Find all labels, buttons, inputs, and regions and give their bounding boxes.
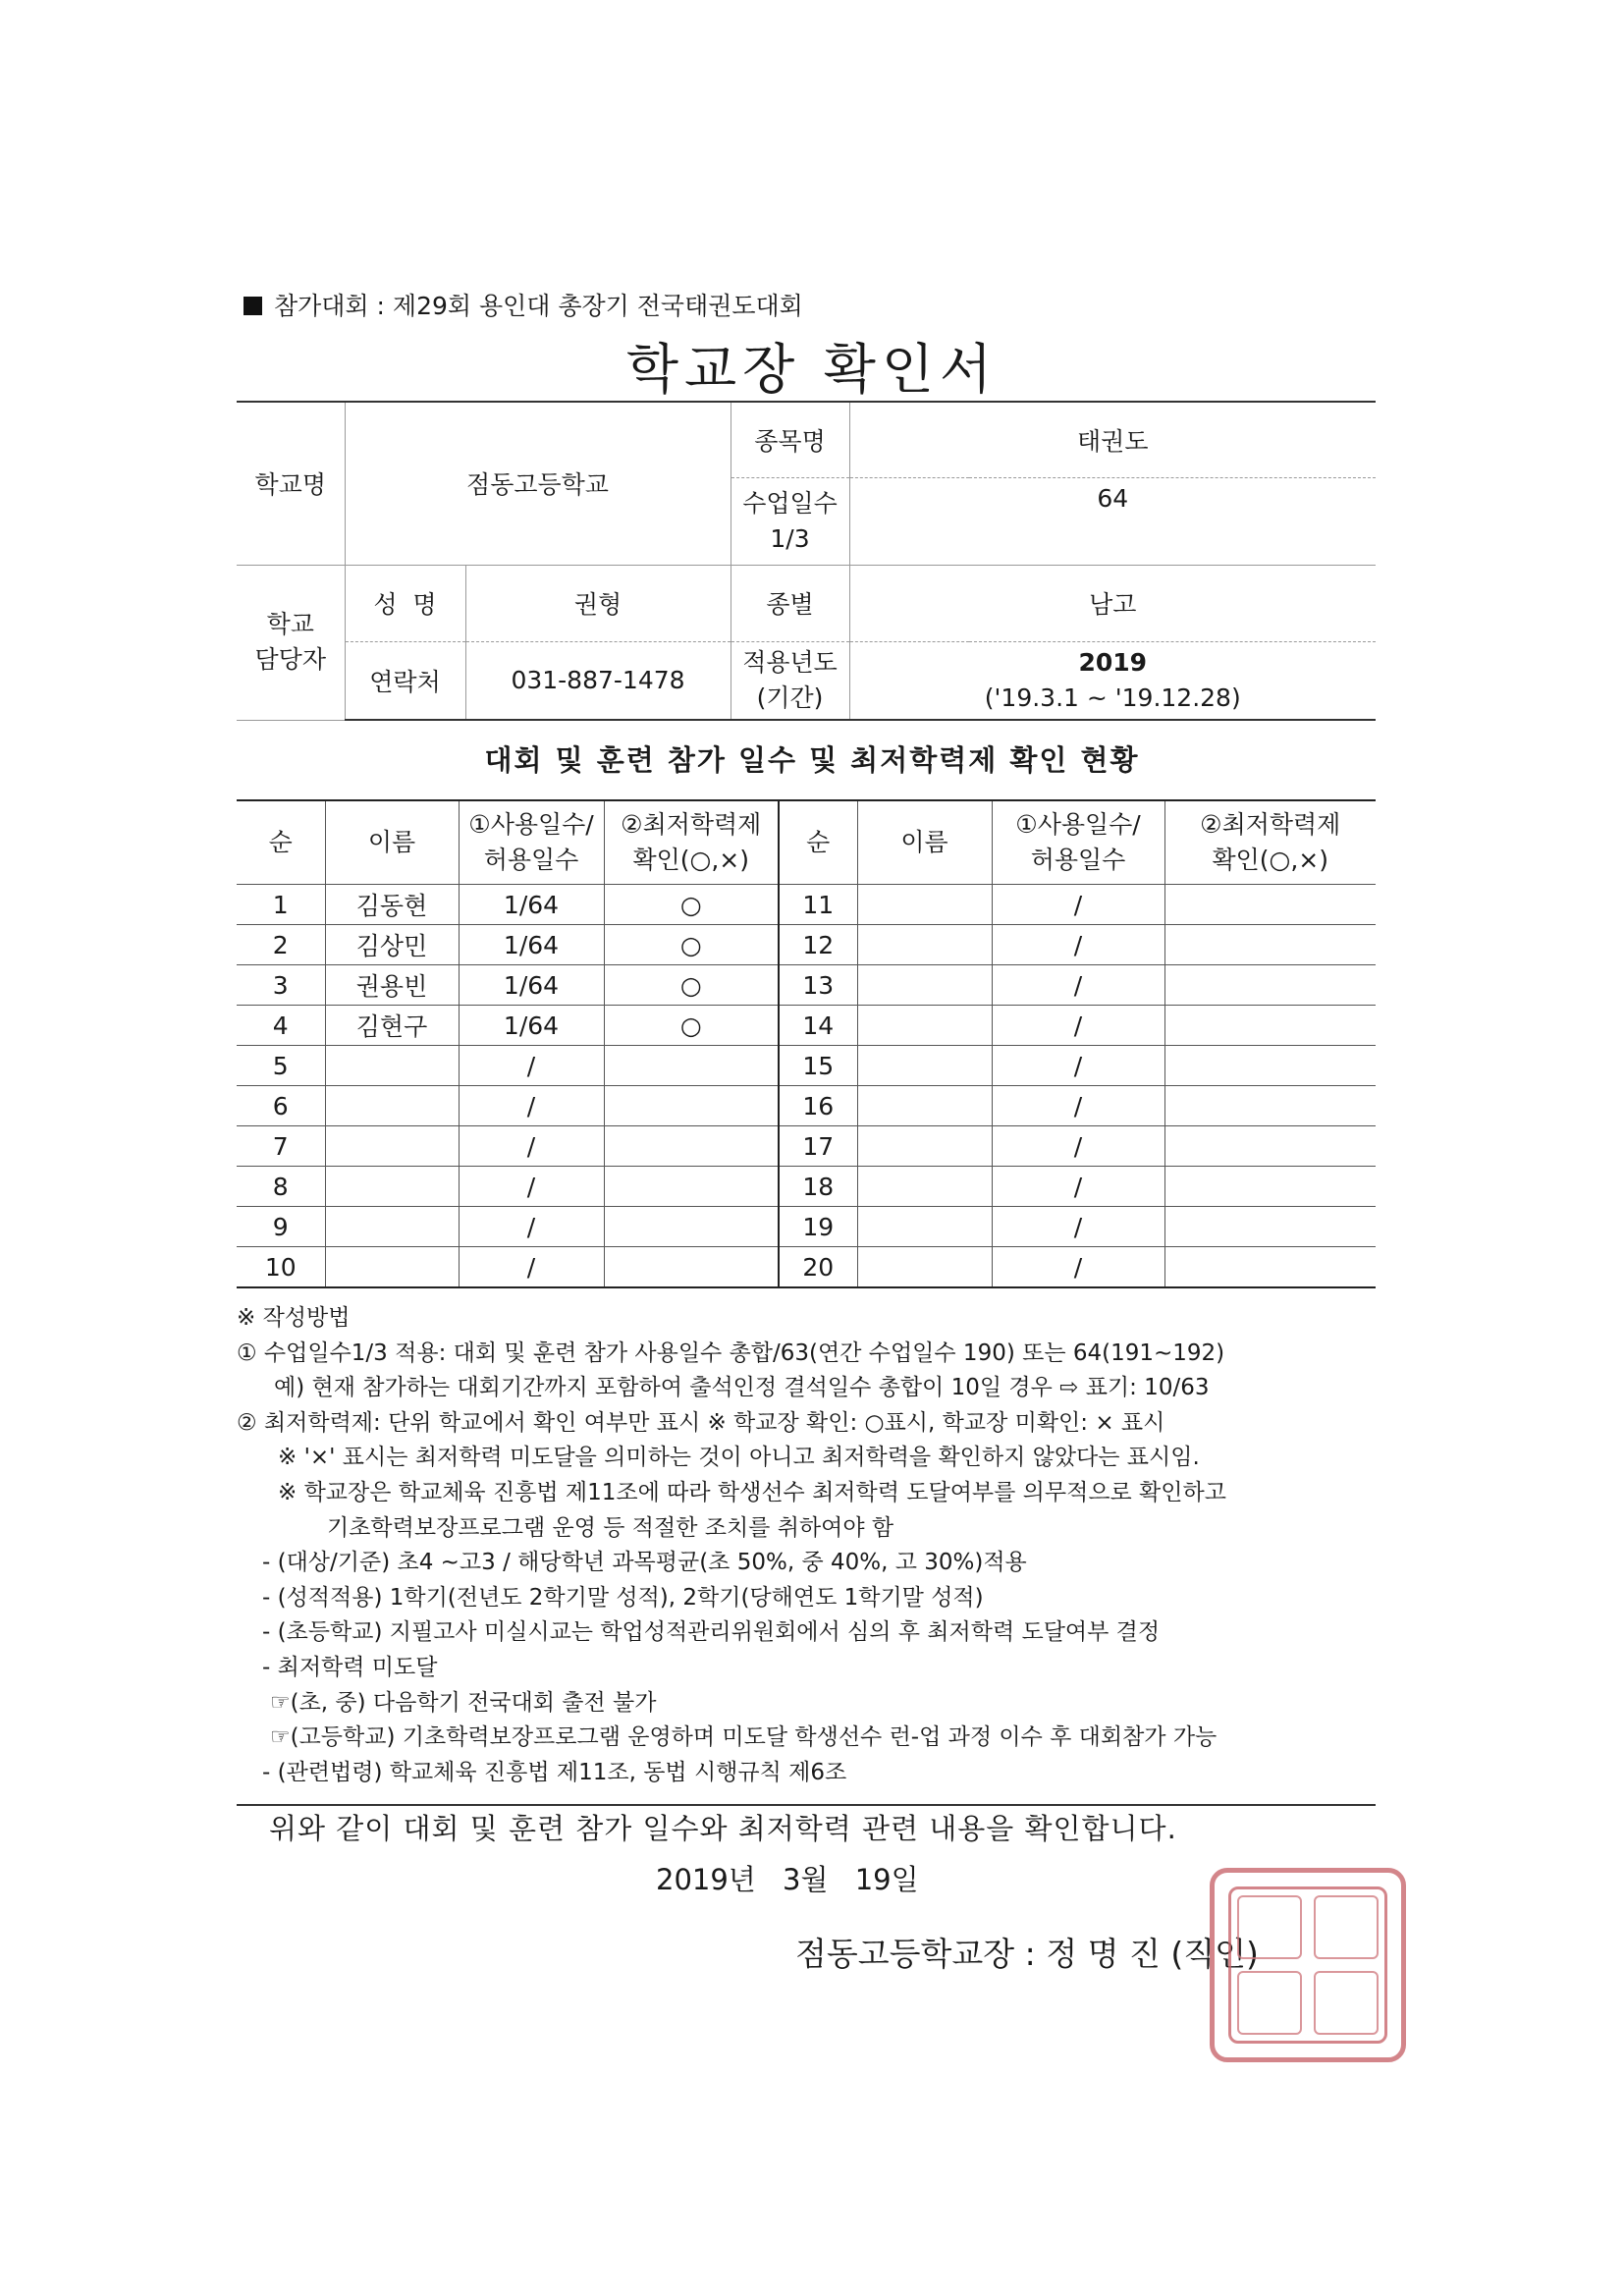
row-name-right [857,925,992,965]
row-name-right [857,965,992,1006]
section-title: 대회 및 훈련 참가 일수 및 최저학력제 확인 현황 [484,743,1140,777]
note-class-days: ① 수업일수1/3 적용: 대회 및 훈련 참가 사용일수 총합/63(연간 수업일수 190) 또는 64(191~192) [237,1339,1225,1366]
school-label: 학교명 [237,402,345,565]
table-row [237,965,1376,1006]
row-no-right: 19 [779,1207,857,1247]
row-name [325,1126,459,1167]
row-no-right: 12 [779,925,857,965]
row-no-right: 11 [779,885,857,925]
note-related-law: - (관련법령) 학교체육 진흥법 제11조, 동법 시행규칙 제6조 [262,1759,847,1785]
row-days-right: / [992,1247,1164,1288]
row-days-right: / [992,1126,1164,1167]
document-title: 학교장 확인서 [625,338,999,401]
row-check-right [1164,1247,1376,1288]
row-check-right [1164,1207,1376,1247]
table-row [237,885,1376,925]
row-name [325,1086,459,1126]
row-check: ○ [604,925,779,965]
row-days-right: / [992,1207,1164,1247]
info-table [237,401,1376,721]
row-check-right [1164,1046,1376,1086]
row-name: 김상민 [325,925,459,965]
note-principal-duty-cont: 기초학력보장프로그램 운영 등 적절한 조치를 취하여야 함 [327,1514,894,1541]
row-no-right: 16 [779,1086,857,1126]
row-check-right [1164,1126,1376,1167]
gender-value: 남고 [849,565,1376,641]
header-days-right-line1: ①사용일수/ [1015,810,1141,839]
issue-date: 2019년 3월 19일 [656,1863,919,1896]
table-row [237,1126,1376,1167]
header-check-right [1164,800,1376,885]
row-name-right [857,1126,992,1167]
header-check-line2: 확인(○,×) [632,846,749,874]
note-elem-middle: ☞(초, 중) 다음학기 전국대회 출전 불가 [270,1689,657,1716]
seal-glyph [1314,1971,1379,2035]
row-days-right: / [992,925,1164,965]
row-days: / [459,1126,604,1167]
table-row [237,1046,1376,1086]
header-no-right: 순 [779,800,857,885]
row-no-right: 13 [779,965,857,1006]
writing-instructions [237,1301,1405,1790]
row-days: / [459,1086,604,1126]
seal-glyph [1237,1971,1302,2035]
row-check: ○ [604,1006,779,1046]
row-no: 10 [237,1247,325,1288]
table-header-row [237,800,1376,885]
name-label: 성 명 [345,565,465,641]
row-no: 8 [237,1167,325,1207]
note-class-days-example: 예) 현재 참가하는 대회기간까지 포함하여 출석인정 결석일수 총합이 10일 경우 ⇨ 표기: 10/63 [274,1375,1210,1401]
class-days-label-line2: 1/3 [770,523,810,553]
phone-value: 031-887-1478 [465,641,731,720]
header-days-right-line2: 허용일수 [1030,846,1126,874]
row-name-right [857,1006,992,1046]
header-days-right [992,800,1164,885]
row-check-right [1164,885,1376,925]
row-name: 권용빈 [325,965,459,1006]
row-days: 1/64 [459,965,604,1006]
row-days: / [459,1167,604,1207]
row-no: 7 [237,1126,325,1167]
event-name: 참가대회 : 제29회 용인대 총장기 전국태권도대회 [274,292,803,320]
confirmation-text: 위와 같이 대회 및 훈련 참가 일수와 최저학력 관련 내용을 확인합니다. [269,1812,1177,1845]
row-days: 1/64 [459,1006,604,1046]
row-no: 3 [237,965,325,1006]
row-days: 1/64 [459,925,604,965]
row-no: 9 [237,1207,325,1247]
contact-person-label-line1: 학교 [266,610,314,638]
row-name: 김현구 [325,1006,459,1046]
principal-signature-line: 점동고등학교장 : 정 명 진 (직인) [795,1935,1259,1973]
row-days-right: / [992,885,1164,925]
official-seal-icon [1210,1868,1406,2062]
divider [237,1804,1376,1806]
table-row [237,925,1376,965]
row-name-right [857,1086,992,1126]
row-check-right [1164,925,1376,965]
note-principal-duty: ※ 학교장은 학교체육 진흥법 제11조에 따라 학생선수 최저학력 도달여부를 의무적으로 확인하고 [278,1479,1226,1505]
row-days: / [459,1046,604,1086]
row-name [325,1207,459,1247]
school-name: 점동고등학교 [345,402,731,565]
class-days-label [731,477,849,565]
row-days: / [459,1207,604,1247]
header-check-right-line2: 확인(○,×) [1212,846,1328,874]
header-check [604,800,779,885]
note-min-academic: ② 최저학력제: 단위 학교에서 확인 여부만 표시 ※ 학교장 확인: ○표시, 학교장 미확인: × 표시 [237,1409,1165,1436]
header-no: 순 [237,800,325,885]
row-name-right [857,1207,992,1247]
class-days-value: 64 [849,477,1376,565]
row-name-right [857,885,992,925]
seal-glyph [1314,1895,1379,1959]
header-days-line1: ①사용일수/ [468,810,594,839]
note-x-meaning: ※ '×' 표시는 최저학력 미도달을 의미하는 것이 아니고 최저학력을 확인하지 않았다는 표시임. [278,1445,1200,1471]
seal-inner [1228,1886,1387,2044]
year-period: ('19.3.1 ~ '19.12.28) [984,683,1241,712]
row-no-right: 18 [779,1167,857,1207]
year-value [849,641,1376,720]
note-target-criteria: - (대상/기준) 초4 ~고3 / 해당학년 과목평균(초 50%, 중 40%, 고 30%)적용 [262,1550,1027,1576]
row-no: 4 [237,1006,325,1046]
header-name-right: 이름 [857,800,992,885]
header-days-line2: 허용일수 [483,846,579,874]
row-check-right [1164,1167,1376,1207]
row-days: / [459,1247,604,1288]
phone-label: 연락처 [345,641,465,720]
sport-value: 태권도 [849,402,1376,477]
table-row [237,1207,1376,1247]
square-bullet-icon [244,297,262,315]
table-row [237,1086,1376,1126]
row-days: 1/64 [459,885,604,925]
table-row [237,1006,1376,1046]
table-row [237,1247,1376,1288]
row-check [604,1207,779,1247]
row-check-right [1164,965,1376,1006]
row-name [325,1247,459,1288]
row-name-right [857,1167,992,1207]
row-check-right [1164,1006,1376,1046]
year-label-line2: (기간) [756,683,824,712]
row-no-right: 15 [779,1046,857,1086]
row-name [325,1167,459,1207]
seal-glyph [1237,1895,1302,1959]
contact-person-label-line2: 담당자 [254,645,326,674]
header-days [459,800,604,885]
row-days-right: / [992,1086,1164,1126]
row-check: ○ [604,885,779,925]
header-check-right-line1: ②최저학력제 [1200,810,1341,839]
row-no: 6 [237,1086,325,1126]
notes-heading: ※ 작성방법 [237,1305,351,1331]
note-grade-application: - (성적적용) 1학기(전년도 2학기말 성적), 2학기(당해연도 1학기말 성적) [262,1584,984,1611]
note-high-school: ☞(고등학교) 기초학력보장프로그램 운영하며 미도달 학생선수 런-업 과정 이수 후 대회참가 가능 [270,1724,1218,1751]
row-days-right: / [992,1006,1164,1046]
row-days-right: / [992,965,1164,1006]
row-no: 1 [237,885,325,925]
row-no-right: 14 [779,1006,857,1046]
header-check-line1: ②최저학력제 [621,810,762,839]
event-line [244,287,803,322]
row-name [325,1046,459,1086]
year-label-line1: 적용년도 [742,647,838,677]
row-no-right: 20 [779,1247,857,1288]
row-name-right [857,1046,992,1086]
row-no: 5 [237,1046,325,1086]
contact-person-label [237,565,345,720]
table-row [237,1167,1376,1207]
row-no-right: 17 [779,1126,857,1167]
row-days-right: / [992,1167,1164,1207]
row-check [604,1126,779,1167]
row-name: 김동현 [325,885,459,925]
note-elementary: - (초등학교) 지필고사 미실시교는 학업성적관리위원회에서 심의 후 최저학력 도달여부 결정 [262,1619,1161,1646]
row-check: ○ [604,965,779,1006]
row-name-right [857,1247,992,1288]
gender-label: 종별 [731,565,849,641]
note-below-minimum: - 최저학력 미도달 [262,1654,438,1680]
year-number: 2019 [1078,647,1148,677]
row-no: 2 [237,925,325,965]
name-value: 권형 [465,565,731,641]
header-name: 이름 [325,800,459,885]
row-check-right [1164,1086,1376,1126]
row-check [604,1046,779,1086]
class-days-label-line1: 수업일수 [742,488,838,518]
year-label [731,641,849,720]
row-days-right: / [992,1046,1164,1086]
status-table [237,799,1376,1288]
row-check [604,1167,779,1207]
row-check [604,1086,779,1126]
row-check [604,1247,779,1288]
sport-label: 종목명 [731,402,849,477]
